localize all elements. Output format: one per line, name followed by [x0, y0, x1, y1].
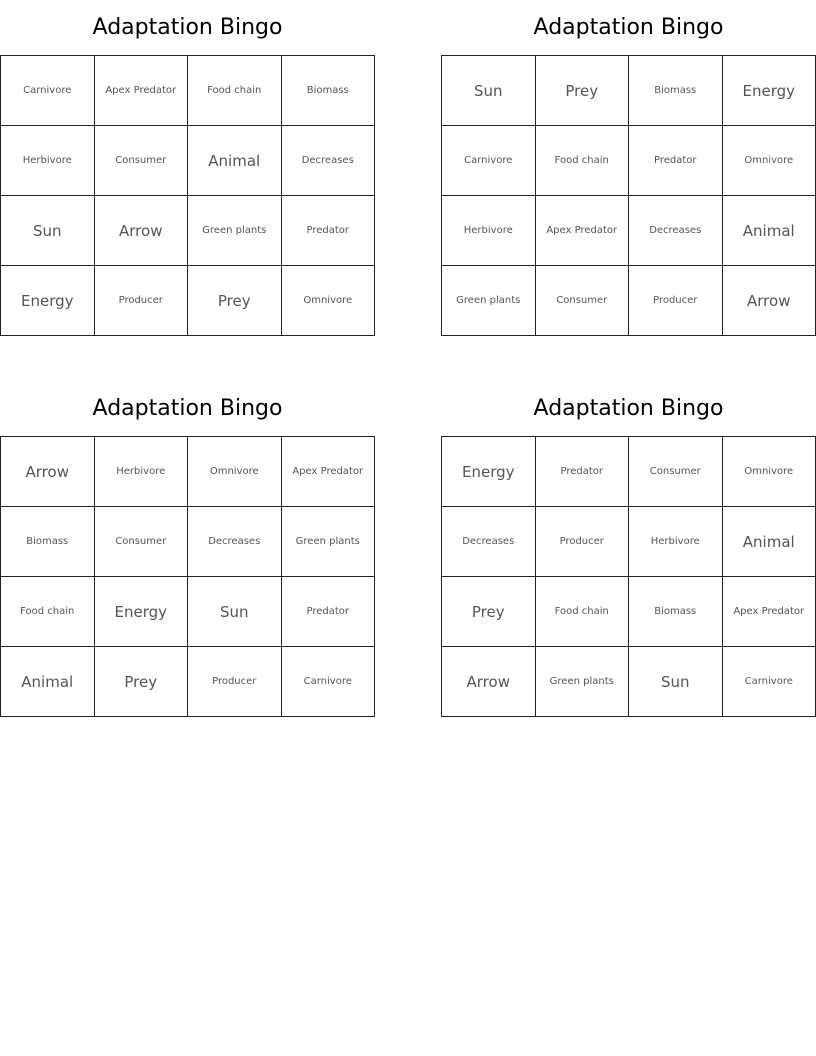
bingo-cell: Omnivore [723, 437, 816, 507]
bingo-cell: Herbivore [1, 126, 95, 196]
bingo-cell: Decreases [188, 507, 282, 577]
bingo-cell: Arrow [723, 266, 816, 336]
bingo-grid [0, 436, 375, 717]
bingo-cell: Green plants [282, 507, 376, 577]
bingo-cell: Energy [95, 577, 189, 647]
bingo-cell: Carnivore [282, 647, 376, 717]
bingo-cell: Omnivore [282, 266, 376, 336]
bingo-cell: Prey [536, 56, 630, 126]
bingo-cell: Prey [442, 577, 536, 647]
bingo-cell: Biomass [282, 56, 376, 126]
bingo-cell: Energy [1, 266, 95, 336]
bingo-cell: Decreases [629, 196, 723, 266]
card-title: Adaptation Bingo [92, 396, 283, 421]
bingo-cell: Apex Predator [95, 56, 189, 126]
bingo-cell: Green plants [536, 647, 630, 717]
bingo-cell: Biomass [629, 56, 723, 126]
bingo-cell: Animal [188, 126, 282, 196]
bingo-cell: Sun [629, 647, 723, 717]
bingo-cell: Animal [723, 507, 816, 577]
bingo-cell: Green plants [442, 266, 536, 336]
bingo-cell: Food chain [536, 126, 630, 196]
bingo-cell: Arrow [1, 437, 95, 507]
bingo-cell: Sun [1, 196, 95, 266]
bingo-cell: Decreases [282, 126, 376, 196]
bingo-cell: Prey [95, 647, 189, 717]
bingo-cell: Biomass [629, 577, 723, 647]
bingo-cell: Producer [536, 507, 630, 577]
bingo-cell: Herbivore [629, 507, 723, 577]
card-title: Adaptation Bingo [533, 396, 724, 421]
bingo-cell: Food chain [188, 56, 282, 126]
card-title: Adaptation Bingo [92, 15, 283, 40]
bingo-cell: Predator [536, 437, 630, 507]
bingo-cell: Decreases [442, 507, 536, 577]
bingo-cell: Arrow [442, 647, 536, 717]
bingo-cell: Omnivore [723, 126, 816, 196]
bingo-cell: Apex Predator [536, 196, 630, 266]
bingo-cell: Consumer [95, 126, 189, 196]
bingo-cell: Consumer [629, 437, 723, 507]
bingo-cell: Predator [629, 126, 723, 196]
bingo-cell: Predator [282, 196, 376, 266]
bingo-cell: Apex Predator [282, 437, 376, 507]
bingo-cell: Food chain [1, 577, 95, 647]
bingo-cell: Energy [442, 437, 536, 507]
bingo-cell: Animal [723, 196, 816, 266]
bingo-cell: Green plants [188, 196, 282, 266]
bingo-grid [441, 436, 816, 717]
bingo-cell: Carnivore [723, 647, 816, 717]
bingo-cell: Sun [442, 56, 536, 126]
bingo-cell: Biomass [1, 507, 95, 577]
bingo-cell: Arrow [95, 196, 189, 266]
bingo-cell: Consumer [536, 266, 630, 336]
bingo-cell: Herbivore [442, 196, 536, 266]
bingo-cell: Carnivore [1, 56, 95, 126]
bingo-cell: Carnivore [442, 126, 536, 196]
bingo-cell: Animal [1, 647, 95, 717]
bingo-cell: Herbivore [95, 437, 189, 507]
bingo-cell: Sun [188, 577, 282, 647]
bingo-cell: Producer [95, 266, 189, 336]
bingo-grid [0, 55, 375, 336]
bingo-cell: Apex Predator [723, 577, 816, 647]
bingo-cell: Consumer [95, 507, 189, 577]
card-title: Adaptation Bingo [533, 15, 724, 40]
bingo-cell: Food chain [536, 577, 630, 647]
bingo-cell: Producer [629, 266, 723, 336]
bingo-cell: Predator [282, 577, 376, 647]
bingo-cell: Prey [188, 266, 282, 336]
bingo-cell: Producer [188, 647, 282, 717]
bingo-cell: Omnivore [188, 437, 282, 507]
bingo-cell: Energy [723, 56, 816, 126]
bingo-grid [441, 55, 816, 336]
